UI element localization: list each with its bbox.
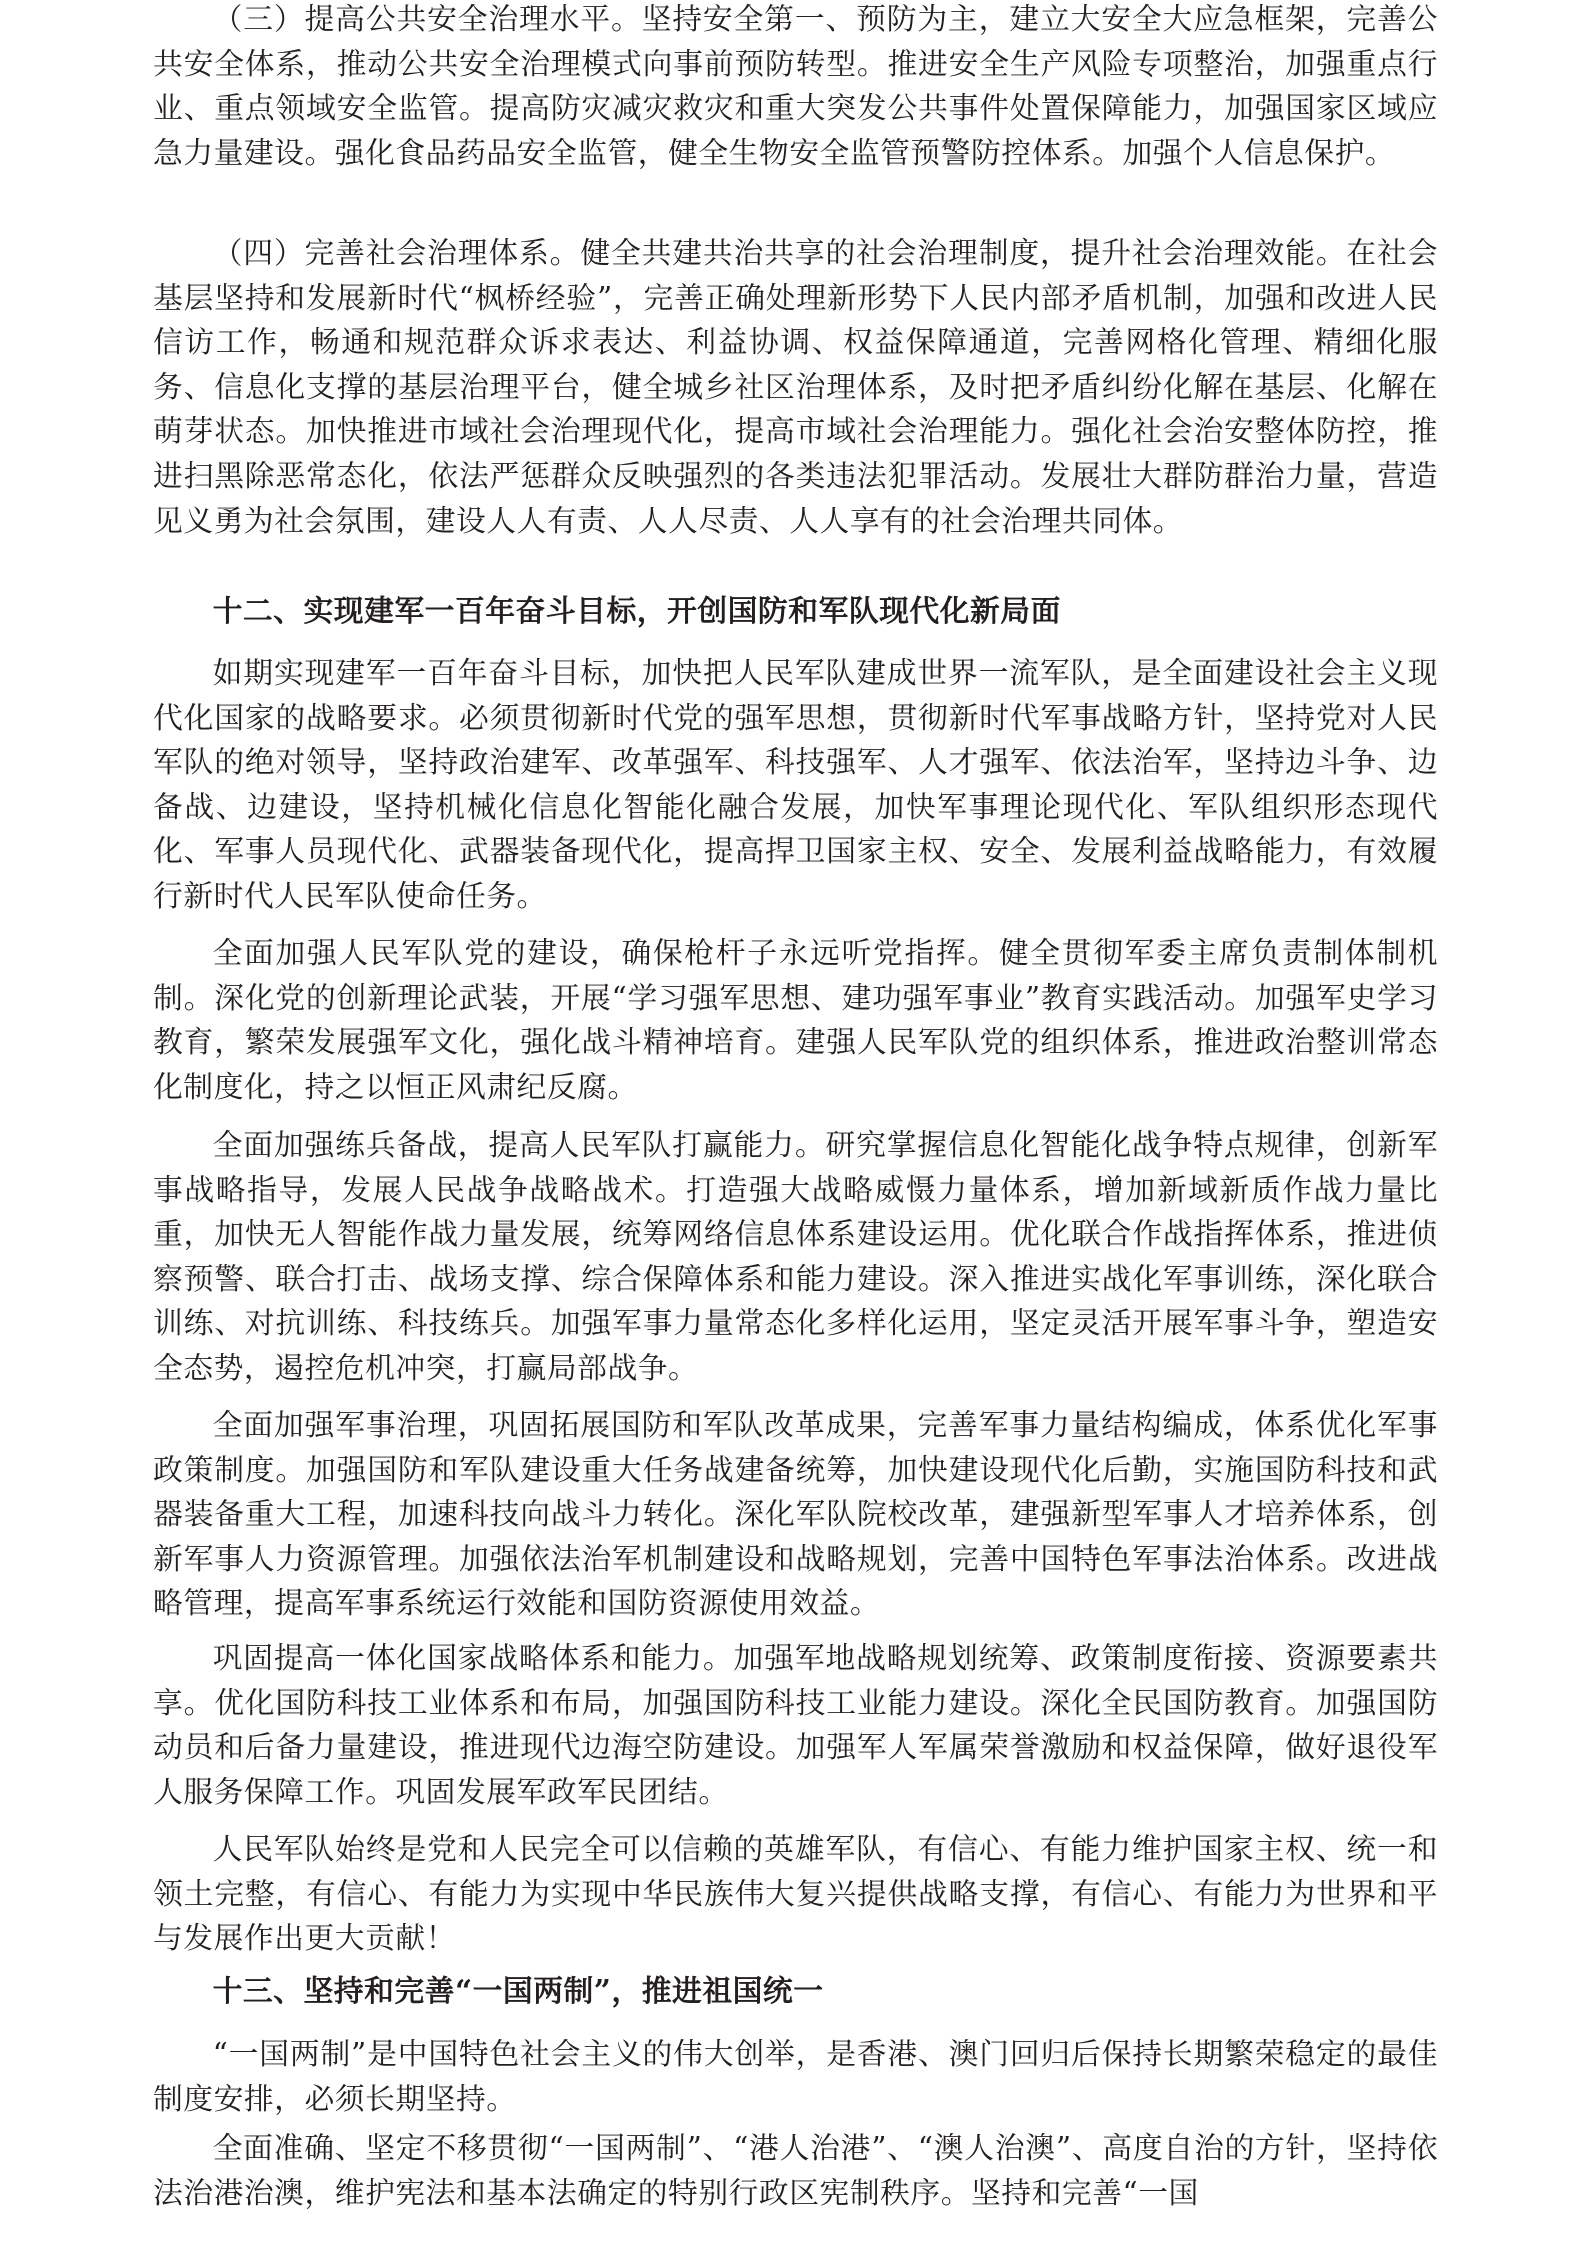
paragraph-party-building: 全面加强人民军队党的建设，确保枪杆子永远听党指挥。健全贯彻军委主席负责制体制机制。深化党的创新理论武装，开展“学习强军思想、建功强军事业”教育实践活动。加强军史学习教育，繁荣发展强军文化，强化战斗精神培育。建强人民军队党的组织体系，推进政治整训常态化制度化，持之以恒正风肃纪反腐。 <box>153 936 1438 1105</box>
section-heading-12: 十二、实现建军一百年奋斗目标，开创国防和军队现代化新局面 <box>212 594 1061 629</box>
paragraph-national-strategy: 巩固提高一体化国家战略体系和能力。加强军地战略规划统筹、政策制度衔接、资源要素共享。优化国防科技工业体系和布局，加强国防科技工业能力建设。深化全民国防教育。加强国防动员和后备力量建设，推进现代边海空防建设。加强军人军属荣誉激励和权益保障，做好退役军人服务保障工作。巩固发展军政军民团结。 <box>153 1641 1438 1810</box>
section-heading-13: 十三、坚持和完善“一国两制”，推进祖国统一 <box>212 1974 824 2009</box>
paragraph-heroic-army: 人民军队始终是党和人民完全可以信赖的英雄军队，有信心、有能力维护国家主权、统一和领土完整，有信心、有能力为实现中华民族伟大复兴提供战略支撑，有信心、有能力为世界和平与发展作出更大贡献！ <box>153 1832 1438 1957</box>
paragraph-army-goal: 如期实现建军一百年奋斗目标，加快把人民军队建成世界一流军队，是全面建设社会主义现代化国家的战略要求。必须贯彻新时代党的强军思想，贯彻新时代军事战略方针，坚持党对人民军队的绝对领导，坚持政治建军、改革强军、科技强军、人才强军、依法治军，坚持边斗争、边备战、边建设，坚持机械化信息化智能化融合发展，加快军事理论现代化、军队组织形态现代化、军事人员现代化、武器装备现代化，提高捍卫国家主权、安全、发展利益战略能力，有效履行新时代人民军队使命任务。 <box>153 656 1438 914</box>
paragraph-one-country-two-systems: “一国两制”是中国特色社会主义的伟大创举，是香港、澳门回归后保持长期繁荣稳定的最佳制度安排，必须长期坚持。 <box>153 2037 1438 2117</box>
paragraph-training: 全面加强练兵备战，提高人民军队打赢能力。研究掌握信息化智能化战争特点规律，创新军事战略指导，发展人民战争战略战术。打造强大战略威慑力量体系，增加新域新质作战力量比重，加快无人智能作战力量发展，统筹网络信息体系建设运用。优化联合作战指挥体系，推进侦察预警、联合打击、战场支撑、综合保障体系和能力建设。深入推进实战化军事训练，深化联合训练、对抗训练、科技练兵。加强军事力量常态化多样化运用，坚定灵活开展军事斗争，塑造安全态势，遏控危机冲突，打赢局部战争。 <box>153 1128 1438 1386</box>
paragraph-social-governance: （四）完善社会治理体系。健全共建共治共享的社会治理制度，提升社会治理效能。在社会基层坚持和发展新时代“枫桥经验”，完善正确处理新形势下人民内部矛盾机制，加强和改进人民信访工作，畅通和规范群众诉求表达、利益协调、权益保障通道，完善网格化管理、精细化服务、信息化支撑的基层治理平台，健全城乡社区治理体系，及时把矛盾纠纷化解在基层、化解在萌芽状态。加快推进市域社会治理现代化，提高市域社会治理能力。强化社会治安整体防控，推进扫黑除恶常态化，依法严惩群众反映强烈的各类违法犯罪活动。发展壮大群防群治力量，营造见义勇为社会氛围，建设人人有责、人人尽责、人人享有的社会治理共同体。 <box>153 236 1438 539</box>
paragraph-public-safety: （三）提高公共安全治理水平。坚持安全第一、预防为主，建立大安全大应急框架，完善公共安全体系，推动公共安全治理模式向事前预防转型。推进安全生产风险专项整治，加强重点行业、重点领域安全监管。提高防灾减灾救灾和重大突发公共事件处置保障能力，加强国家区域应急力量建设。强化食品药品安全监管，健全生物安全监管预警防控体系。加强个人信息保护。 <box>153 2 1438 171</box>
paragraph-comprehensive-implementation: 全面准确、坚定不移贯彻“一国两制”、“港人治港”、“澳人治澳”、高度自治的方针，坚持依法治港治澳，维护宪法和基本法确定的特别行政区宪制秩序。坚持和完善“一国 <box>153 2131 1438 2211</box>
paragraph-military-governance: 全面加强军事治理，巩固拓展国防和军队改革成果，完善军事力量结构编成，体系优化军事政策制度。加强国防和军队建设重大任务战建备统筹，加快建设现代化后勤，实施国防科技和武器装备重大工程，加速科技向战斗力转化。深化军队院校改革，建强新型军事人才培养体系，创新军事人力资源管理。加强依法治军机制建设和战略规划，完善中国特色军事法治体系。改进战略管理，提高军事系统运行效能和国防资源使用效益。 <box>153 1408 1438 1622</box>
